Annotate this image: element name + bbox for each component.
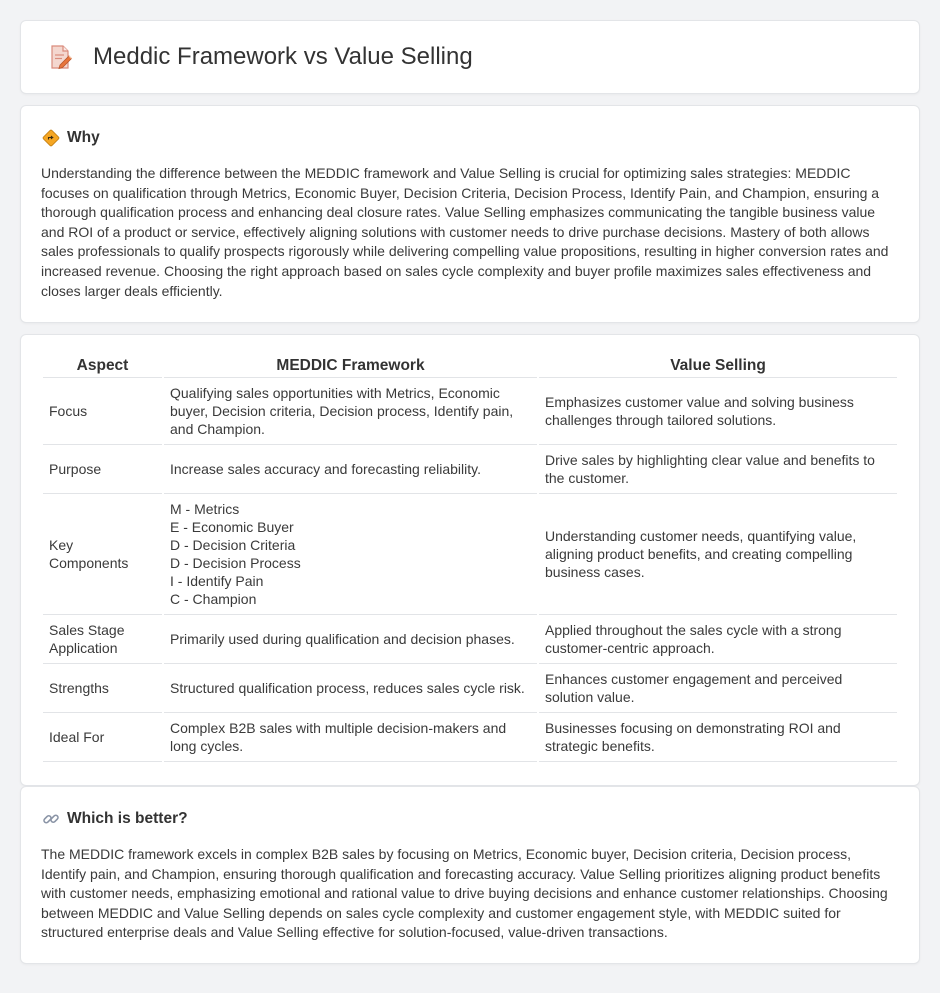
row-aspect: Ideal For bbox=[43, 713, 162, 762]
why-title: Why bbox=[67, 129, 100, 146]
component-metrics: M - Metrics bbox=[170, 501, 240, 517]
row-value-selling: Businesses focusing on demonstrating ROI and strategic benefits. bbox=[539, 713, 897, 762]
row-value-selling: Understanding customer needs, quantifying value, aligning product benefits, and creating compelling business cases. bbox=[539, 494, 897, 615]
row-meddic: Primarily used during qualification and decision phases. bbox=[164, 615, 537, 664]
header-meddic: MEDDIC Framework bbox=[164, 355, 537, 378]
table-row bbox=[43, 615, 897, 664]
page-title: Meddic Framework vs Value Selling bbox=[93, 43, 473, 70]
table-row bbox=[43, 664, 897, 713]
comparison-table-card bbox=[20, 334, 920, 786]
road-sign-icon bbox=[41, 128, 61, 148]
row-value-selling: Applied throughout the sales cycle with a strong customer-centric approach. bbox=[539, 615, 897, 664]
why-section bbox=[20, 105, 920, 323]
table-row bbox=[43, 378, 897, 445]
row-value-selling: Emphasizes customer value and solving business challenges through tailored solutions. bbox=[539, 378, 897, 445]
header-value-selling: Value Selling bbox=[539, 355, 897, 378]
row-meddic: Qualifying sales opportunities with Metrics, Economic buyer, Decision criteria, Decision process, Identify pain, and Champion. bbox=[164, 378, 537, 445]
component-identify-pain: I - Identify Pain bbox=[170, 573, 264, 589]
row-value-selling: Drive sales by highlighting clear value and benefits to the customer. bbox=[539, 445, 897, 494]
which-is-better-title: Which is better? bbox=[67, 810, 188, 827]
row-value-selling: Enhances customer engagement and perceived solution value. bbox=[539, 664, 897, 713]
component-decision-process: D - Decision Process bbox=[170, 555, 301, 571]
table-row bbox=[43, 494, 897, 615]
component-decision-criteria: D - Decision Criteria bbox=[170, 537, 296, 553]
component-economic-buyer: E - Economic Buyer bbox=[170, 519, 294, 535]
document-pencil-icon bbox=[43, 40, 77, 74]
why-text: Understanding the difference between the MEDDIC framework and Value Selling is crucial for optimizing sales strategies: MEDDIC focuses on qualification through Metrics, Economic Buyer, Decision Criteria, Decision Process, Identify Pain, and Champion, ensuring a thorough qualification process and enhancing deal closure rates. Value Selling emphasizes communicating the tangible business value and ROI of a product or service, effectively aligning solutions with customer needs to drive purchase decisions. Mastery of both allows sales professionals to qualify prospects rigorously while delivering compelling value propositions, resulting in higher conversion rates and increased revenue. Choosing the right approach based on sales cycle complexity and buyer profile maximizes sales effectiveness and closes larger deals efficiently. bbox=[41, 165, 889, 299]
which-is-better-text: The MEDDIC framework excels in complex B2B sales by focusing on Metrics, Economic buyer, Decision criteria, Decision process, Identify pain, and Champion, ensuring thorough qualification and forecasting accuracy. Value Selling prioritizes aligning product benefits with customer needs, emphasizing emotional and rational value to drive buying decisions and enhance customer relationships. Choosing between MEDDIC and Value Selling depends on sales cycle complexity and customer engagement style, with MEDDIC suited for structured enterprise deals and Value Selling effective for solution-focused, value-driven transactions. bbox=[41, 846, 888, 941]
table-row bbox=[43, 445, 897, 494]
row-aspect: Focus bbox=[43, 378, 162, 445]
link-icon bbox=[41, 809, 61, 829]
header-aspect: Aspect bbox=[43, 355, 162, 378]
which-is-better-section bbox=[20, 786, 920, 964]
row-aspect: Key Components bbox=[43, 494, 162, 615]
row-meddic: Structured qualification process, reduces sales cycle risk. bbox=[164, 664, 537, 713]
row-aspect: Sales Stage Application bbox=[43, 615, 162, 664]
title-card bbox=[20, 20, 920, 94]
row-aspect: Strengths bbox=[43, 664, 162, 713]
component-champion: C - Champion bbox=[170, 591, 257, 607]
table-header-row bbox=[43, 355, 897, 378]
row-meddic: Increase sales accuracy and forecasting reliability. bbox=[164, 445, 537, 494]
table-row bbox=[43, 713, 897, 762]
row-meddic: Complex B2B sales with multiple decision-makers and long cycles. bbox=[164, 713, 537, 762]
row-meddic-components bbox=[164, 494, 537, 615]
comparison-table bbox=[41, 355, 899, 762]
row-aspect: Purpose bbox=[43, 445, 162, 494]
